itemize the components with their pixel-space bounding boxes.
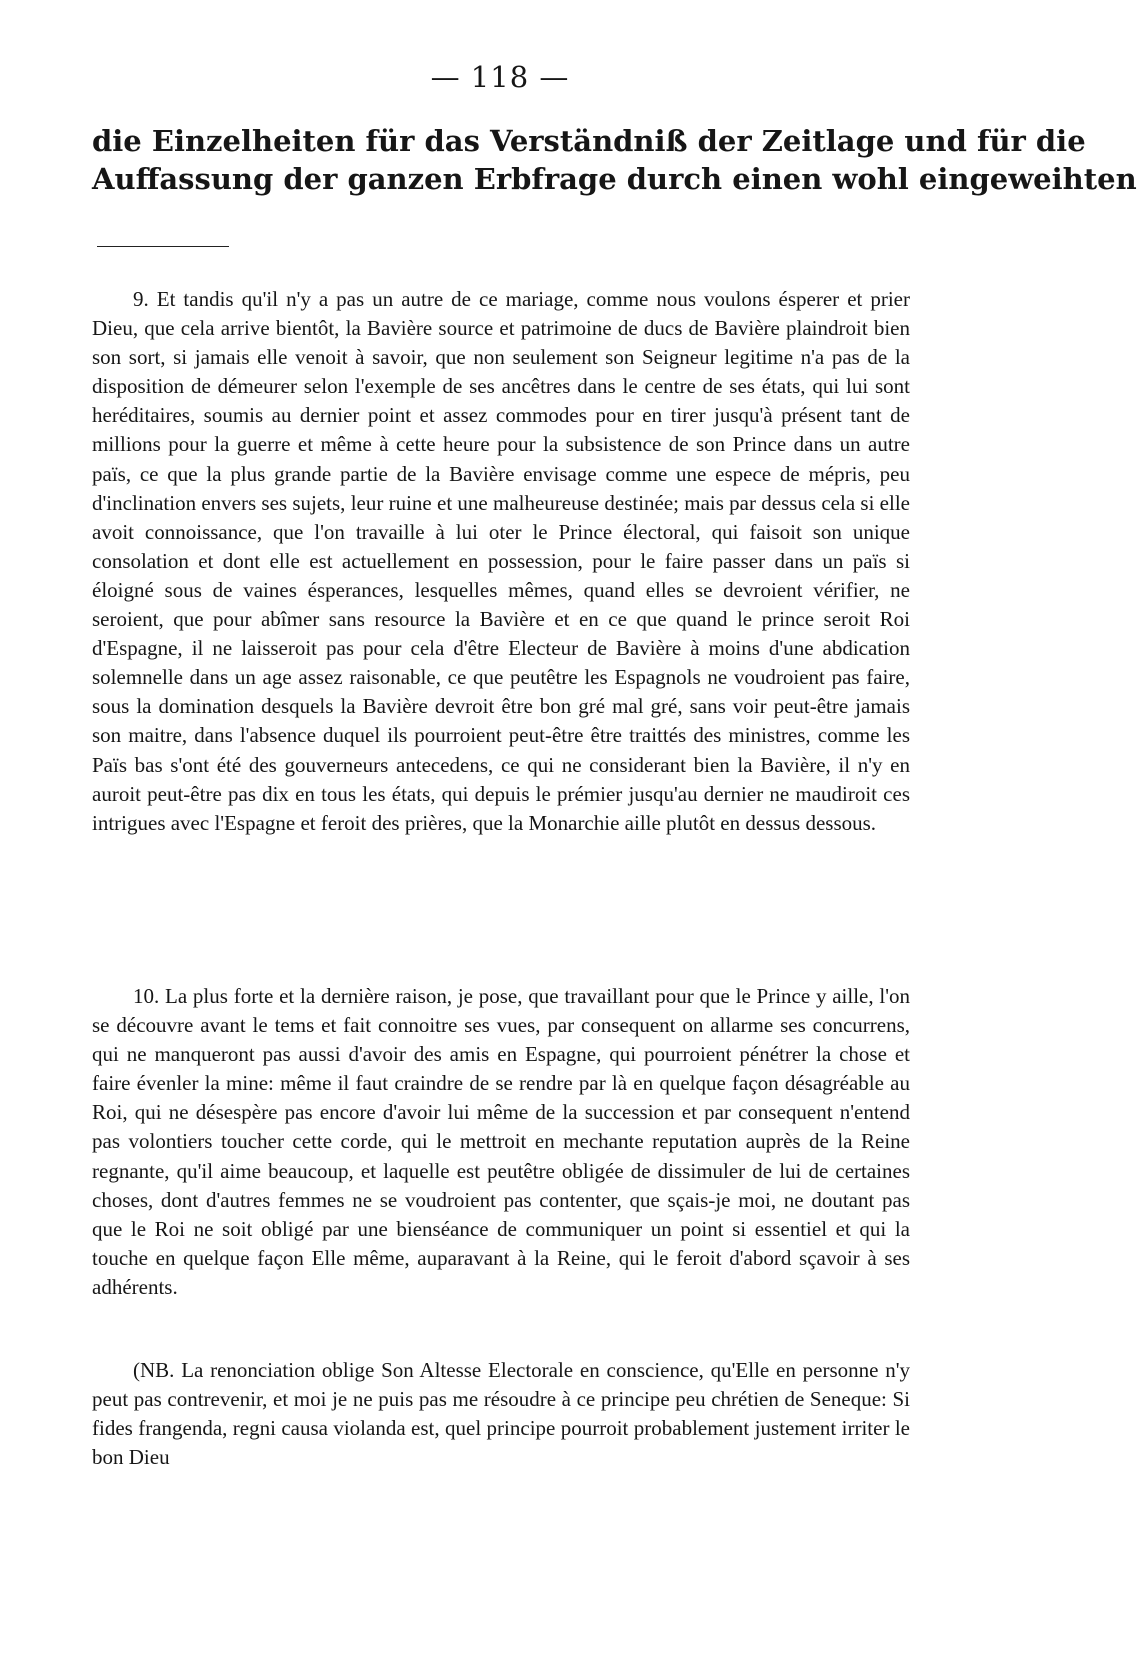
page-number: — 118 — bbox=[430, 60, 570, 94]
paragraph-text: (NB. La renonciation oblige Son Altesse Electorale en conscience, qu'Elle en personne n'y peut pas contrevenir, et moi je ne puis pas me résoudre à ce principe peu chrétien de Seneque: Si fides frangenda, regni causa violanda est, quel principe pourroit probablement justement irriter le bon Dieu bbox=[92, 1358, 910, 1470]
paragraph-nota-bene bbox=[92, 1356, 910, 1472]
section-divider bbox=[97, 246, 229, 247]
paragraph-10 bbox=[92, 982, 910, 1302]
paragraph-9 bbox=[92, 285, 910, 838]
german-heading-line-2: Auffassung der ganzen Erbfrage durch einen wohl eingeweihten bbox=[92, 162, 1137, 196]
german-heading-line-1: die Einzelheiten für das Verständniß der Zeitlage und für die bbox=[92, 124, 1086, 158]
paragraph-text: 10. La plus forte et la dernière raison, je pose, que travaillant pour que le Prince y aille, l'on se découvre avant le tems et fait connoitre ses vues, par consequent on allarme ses concurrens, qui ne manqueront pas aussi d'avoir des amis en Espagne, qui pourroient pénétrer la chose et faire évenler la mine: même il faut craindre de se rendre par là en quelque façon désagréable au Roi, qui ne désespère pas encore d'avoir lui même de la succession et par consequent n'entend pas volontiers toucher cette corde, qui le mettroit en mechante reputation auprès de la Reine regnante, qu'il aime beaucoup, et laquelle est peutêtre obligée de dissimuler de lui de certaines choses, dont d'autres femmes ne se voudroient pas contenter, que sçais-je moi, ne doutant pas que le Roi ne soit obligé par une bienséance de communiquer un point si essentiel et qui la touche en quelque façon Elle même, auparavant à la Reine, qui le feroit d'abord sçavoir à ses adhérents. bbox=[92, 984, 910, 1299]
paragraph-text: 9. Et tandis qu'il n'y a pas un autre de ce mariage, comme nous voulons ésperer et prier Dieu, que cela arrive bientôt, la Bavière source et patrimoine de ducs de Bavière plaindroit bien son sort, si jamais elle venoit à savoir, que non seulement son Seigneur legitime n'a pas de la disposition de démeurer selon l'exemple de ses ancêtres dans le centre de ses états, qui lui sont heréditaires, soumis au dernier point et assez commodes pour en tirer jusqu'à présent tant de millions pour la guerre et même à cette heure pour la subsistence de son Prince dans un autre païs, ce que la plus grande partie de la Bavière envisage comme une espece de mépris, peu d'inclination envers ses sujets, leur ruine et une malheureuse destinée; mais par dessus cela si elle avoit connoissance, que l'on travaille à lui oter le Prince électoral, qui faisoit son unique consolation et dont elle est actuellement en possession, pour le faire passer dans un païs si éloigné sous de vaines ésperances, lesquelles mêmes, quand elles se devroient vérifier, ne seroient, que pour abîmer sans resource la Bavière et en ce que quand le prince seroit Roi d'Espagne, il ne laisseroit pas pour cela d'être Electeur de Bavière à moins d'une abdication solemnelle dans un age assez raisonable, ce que peutêtre les Espagnols ne voudroient pas faire, sous la domination desquels la Bavière devroit être bon gré mal gré, sans voir peut-être jamais son maitre, dans l'absence duquel ils pourroient peut-être être traittés des ministres, comme les Païs bas s'ont été des gouverneurs antecedens, ce qui ne considerant bien la Bavière, il n'y en auroit peut-être pas dix en tous les états, qui depuis le prémier jusqu'au dernier ne maudiroit ces intrigues avec l'Espagne et feroit des prières, que la Monarchie aille plutôt en dessus dessous. bbox=[92, 287, 910, 835]
